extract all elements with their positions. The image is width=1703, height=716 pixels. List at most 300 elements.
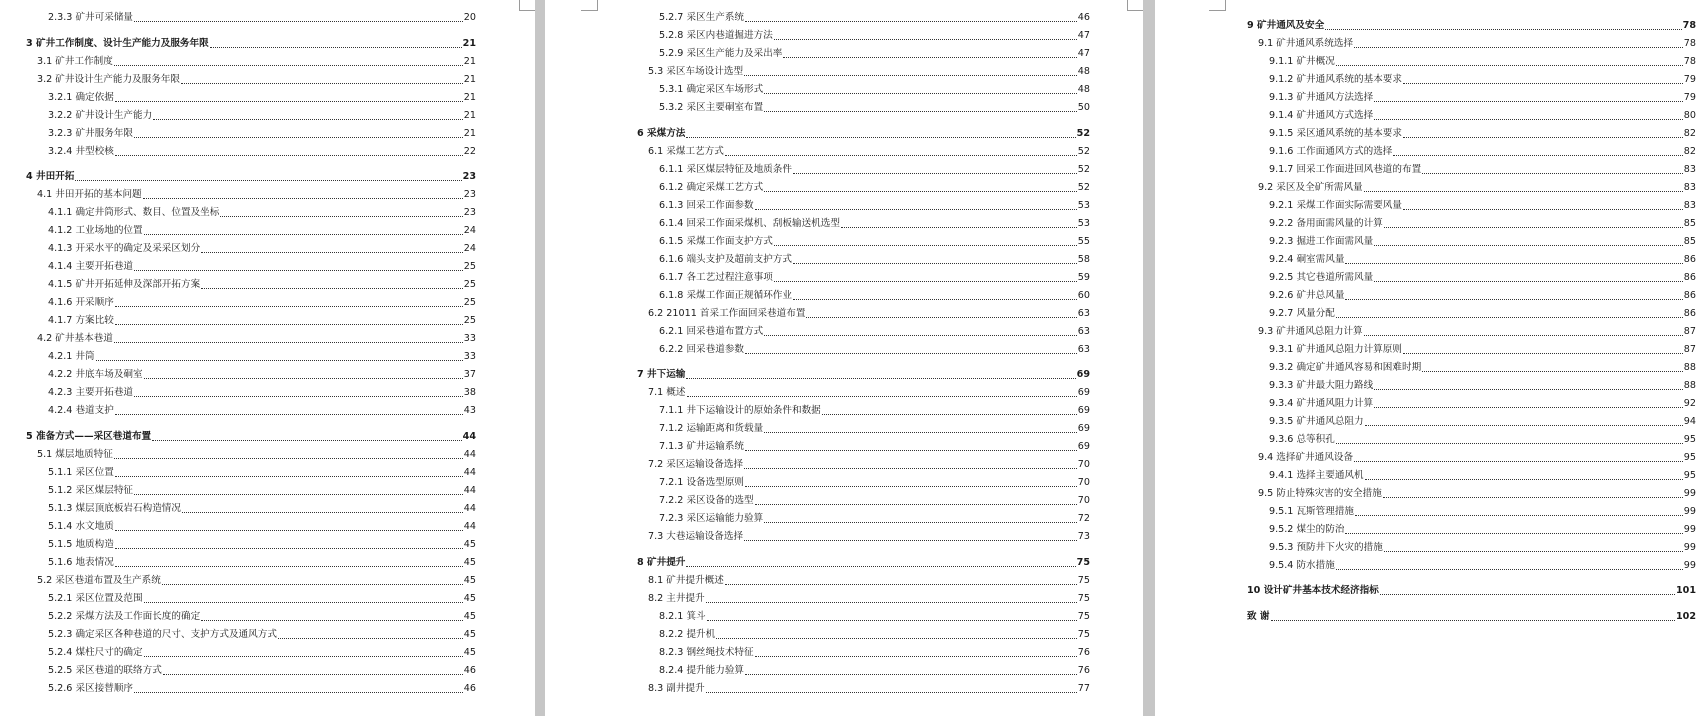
toc-entry[interactable] bbox=[26, 89, 476, 107]
toc-entry[interactable] bbox=[637, 233, 1090, 251]
toc-entry-label: 9.5.1 瓦斯管理措施 bbox=[1269, 505, 1355, 517]
toc-entry[interactable] bbox=[1247, 539, 1696, 557]
toc-entry[interactable] bbox=[26, 330, 476, 348]
toc-entry[interactable] bbox=[26, 608, 476, 626]
toc-entry-page-number: 101 bbox=[1675, 585, 1696, 596]
toc-entry[interactable] bbox=[1247, 269, 1696, 287]
toc-entry-label: 6.1.4 回采工作面采煤机、刮板输送机选型 bbox=[659, 217, 840, 229]
toc-entry-page-number: 99 bbox=[1683, 541, 1696, 553]
toc-leader-dots bbox=[1384, 227, 1683, 228]
toc-entry[interactable] bbox=[637, 420, 1090, 438]
toc-entry-page-number: 77 bbox=[1077, 682, 1090, 694]
toc-leader-dots bbox=[774, 39, 1077, 40]
toc-entry[interactable] bbox=[1247, 305, 1696, 323]
toc-entry-page-number: 72 bbox=[1077, 513, 1090, 524]
toc-leader-dots bbox=[1380, 594, 1675, 595]
toc-leader-dots bbox=[162, 584, 463, 585]
toc-entry[interactable] bbox=[26, 662, 476, 680]
toc-entry[interactable] bbox=[26, 348, 476, 366]
toc-leader-dots bbox=[1403, 83, 1683, 84]
toc-entry-label: 10 设计矿井基本技术经济指标 bbox=[1247, 585, 1379, 596]
toc-leader-dots bbox=[716, 638, 1077, 639]
toc-entry[interactable] bbox=[637, 269, 1090, 287]
toc-entry[interactable] bbox=[1247, 521, 1696, 539]
toc-leader-dots bbox=[1271, 620, 1675, 621]
toc-entry[interactable] bbox=[1247, 485, 1696, 503]
toc-entry-page-number: 75 bbox=[1077, 610, 1090, 622]
toc-leader-dots bbox=[144, 378, 463, 379]
toc-entry-page-number: 59 bbox=[1077, 271, 1090, 283]
toc-entry[interactable] bbox=[26, 680, 476, 698]
toc-entry-page-number: 88 bbox=[1683, 379, 1696, 391]
toc-leader-dots bbox=[115, 566, 463, 567]
toc-entry[interactable] bbox=[26, 446, 476, 464]
toc-entry[interactable] bbox=[1247, 413, 1696, 431]
toc-entry-page-number: 55 bbox=[1077, 235, 1090, 247]
toc-entry[interactable] bbox=[26, 464, 476, 482]
toc-leader-dots bbox=[1383, 497, 1683, 498]
toc-entry-label: 4.1.7 方案比较 bbox=[48, 315, 114, 326]
toc-entry-page-number: 45 bbox=[463, 574, 476, 586]
toc-entry-page-number: 24 bbox=[463, 243, 476, 254]
toc-entry[interactable] bbox=[637, 644, 1090, 662]
toc-page-1 bbox=[0, 0, 535, 716]
toc-entry-page-number: 94 bbox=[1683, 415, 1696, 427]
toc-entry[interactable] bbox=[1247, 341, 1696, 359]
toc-entry[interactable] bbox=[26, 71, 476, 89]
toc-entry[interactable] bbox=[26, 27, 476, 53]
toc-entry-label: 9.5.2 煤尘的防治 bbox=[1269, 523, 1345, 535]
toc-entry[interactable] bbox=[26, 366, 476, 384]
toc-entry-page-number: 21 bbox=[463, 91, 476, 103]
toc-entry-label: 4.2.4 巷道支护 bbox=[48, 405, 114, 416]
toc-entry-page-number: 44 bbox=[463, 448, 476, 460]
toc-entry[interactable] bbox=[1247, 143, 1696, 161]
toc-entry[interactable] bbox=[26, 107, 476, 125]
toc-entry[interactable] bbox=[1247, 233, 1696, 251]
toc-entry[interactable] bbox=[637, 45, 1090, 63]
toc-entry-page-number: 25 bbox=[463, 297, 476, 308]
toc-entry-label: 9.4.1 选择主要通风机 bbox=[1269, 469, 1364, 481]
toc-entry-label: 9.5 防止特殊灾害的安全措施 bbox=[1258, 487, 1382, 499]
toc-leader-dots bbox=[806, 317, 1076, 318]
toc-leader-dots bbox=[755, 504, 1077, 505]
toc-entry[interactable] bbox=[1247, 575, 1696, 601]
toc-entry-page-number: 48 bbox=[1077, 84, 1090, 95]
toc-entry-label: 4.1.1 确定井筒形式、数目、位置及坐标 bbox=[48, 207, 220, 218]
toc-entry[interactable] bbox=[637, 402, 1090, 420]
toc-entry[interactable] bbox=[1247, 89, 1696, 107]
toc-leader-dots bbox=[1365, 425, 1683, 426]
toc-entry-page-number: 78 bbox=[1683, 55, 1696, 67]
toc-entry-label: 4.1.5 矿井开拓延伸及深部开拓方案 bbox=[48, 279, 201, 290]
toc-entry[interactable] bbox=[26, 161, 476, 187]
toc-leader-dots bbox=[114, 458, 463, 459]
toc-entry-page-number: 33 bbox=[463, 333, 476, 344]
toc-entry[interactable] bbox=[1247, 287, 1696, 305]
toc-entry[interactable] bbox=[26, 186, 476, 204]
toc-leader-dots bbox=[181, 83, 463, 84]
toc-entry-label: 9.2.7 风量分配 bbox=[1269, 307, 1335, 319]
toc-leader-dots bbox=[115, 101, 463, 102]
toc-entry[interactable] bbox=[1247, 557, 1696, 575]
toc-list bbox=[1247, 9, 1696, 626]
toc-leader-dots bbox=[1336, 65, 1683, 66]
toc-leader-dots bbox=[793, 173, 1077, 174]
toc-leader-dots bbox=[1364, 191, 1683, 192]
toc-entry-label: 5.1.4 水文地质 bbox=[48, 520, 114, 532]
toc-leader-dots bbox=[745, 674, 1077, 675]
toc-entry-page-number: 47 bbox=[1077, 30, 1090, 41]
toc-leader-dots bbox=[841, 227, 1077, 228]
toc-leader-dots bbox=[783, 57, 1076, 58]
toc-entry[interactable] bbox=[26, 312, 476, 330]
toc-entry[interactable] bbox=[637, 117, 1090, 143]
toc-entry[interactable] bbox=[637, 662, 1090, 680]
toc-entry[interactable] bbox=[637, 9, 1090, 27]
toc-entry-page-number: 21 bbox=[463, 55, 476, 67]
toc-entry[interactable] bbox=[1247, 377, 1696, 395]
toc-entry-label: 7.1.1 井下运输设计的原始条件和数据 bbox=[659, 405, 821, 416]
toc-entry-page-number: 70 bbox=[1077, 495, 1090, 506]
toc-entry-label: 6.1.2 确定采煤工艺方式 bbox=[659, 181, 764, 193]
toc-leader-dots bbox=[278, 638, 463, 639]
toc-entry[interactable] bbox=[637, 680, 1090, 698]
toc-entry-page-number: 52 bbox=[1077, 145, 1090, 157]
toc-entry[interactable] bbox=[637, 323, 1090, 341]
toc-entry-label: 5.2.9 采区生产能力及采出率 bbox=[659, 48, 783, 59]
toc-leader-dots bbox=[764, 335, 1077, 336]
toc-entry[interactable] bbox=[637, 287, 1090, 305]
toc-leader-dots bbox=[1365, 479, 1683, 480]
toc-entry-page-number: 23 bbox=[463, 207, 476, 218]
toc-entry-page-number: 44 bbox=[463, 520, 476, 532]
toc-entry-page-number: 86 bbox=[1683, 253, 1696, 265]
toc-entry-label: 5.2.1 采区位置及范围 bbox=[48, 592, 143, 604]
toc-entry-label: 6.1.3 回采工作面参数 bbox=[659, 199, 754, 211]
toc-entry[interactable] bbox=[637, 590, 1090, 608]
toc-entry[interactable] bbox=[1247, 197, 1696, 215]
toc-leader-dots bbox=[744, 75, 1077, 76]
toc-leader-dots bbox=[793, 299, 1077, 300]
toc-entry[interactable] bbox=[637, 626, 1090, 644]
toc-entry-page-number: 21 bbox=[463, 127, 476, 139]
toc-entry-page-number: 22 bbox=[463, 145, 476, 157]
toc-entry[interactable] bbox=[637, 27, 1090, 45]
toc-entry-label: 9.3.5 矿井通风总阻力 bbox=[1269, 415, 1364, 427]
toc-entry-label: 9.3.6 总等积孔 bbox=[1269, 433, 1335, 445]
toc-entry-label: 9.1.2 矿井通风系统的基本要求 bbox=[1269, 73, 1402, 85]
toc-entry[interactable] bbox=[1247, 179, 1696, 197]
toc-leader-dots bbox=[1374, 407, 1683, 408]
toc-entry-label: 8.1 矿井提升概述 bbox=[648, 574, 724, 586]
toc-leader-dots bbox=[220, 216, 462, 217]
toc-entry[interactable] bbox=[637, 99, 1090, 117]
toc-entry[interactable] bbox=[1247, 467, 1696, 485]
toc-entry-page-number: 21 bbox=[462, 37, 476, 49]
toc-entry-label: 9.3.4 矿井通风阻力计算 bbox=[1269, 397, 1374, 409]
toc-leader-dots bbox=[115, 476, 463, 477]
toc-entry[interactable] bbox=[1247, 359, 1696, 377]
toc-entry[interactable] bbox=[26, 482, 476, 500]
toc-leader-dots bbox=[725, 584, 1077, 585]
toc-entry-page-number: 83 bbox=[1683, 163, 1696, 175]
toc-entry[interactable] bbox=[26, 572, 476, 590]
toc-entry[interactable] bbox=[1247, 53, 1696, 71]
toc-entry-page-number: 44 bbox=[462, 430, 476, 442]
toc-entry-page-number: 87 bbox=[1683, 325, 1696, 337]
toc-leader-dots bbox=[745, 486, 1077, 487]
toc-leader-dots bbox=[152, 440, 462, 441]
toc-leader-dots bbox=[1403, 209, 1683, 210]
toc-leader-dots bbox=[134, 137, 463, 138]
toc-entry[interactable] bbox=[637, 572, 1090, 590]
toc-leader-dots bbox=[1422, 173, 1683, 174]
toc-entry[interactable] bbox=[26, 420, 476, 446]
toc-leader-dots bbox=[1374, 245, 1683, 246]
toc-entry[interactable] bbox=[637, 215, 1090, 233]
toc-leader-dots bbox=[1325, 29, 1681, 30]
toc-entry-page-number: 52 bbox=[1076, 127, 1090, 139]
toc-leader-dots bbox=[755, 209, 1077, 210]
toc-entry-page-number: 95 bbox=[1683, 433, 1696, 445]
toc-leader-dots bbox=[134, 396, 463, 397]
toc-leader-dots bbox=[1354, 47, 1683, 48]
toc-entry[interactable] bbox=[26, 143, 476, 161]
toc-entry-page-number: 79 bbox=[1683, 91, 1696, 103]
toc-leader-dots bbox=[144, 602, 463, 603]
toc-entry-page-number: 60 bbox=[1077, 289, 1090, 301]
toc-entry-label: 4.2.1 井筒 bbox=[48, 351, 95, 362]
toc-entry-page-number: 33 bbox=[463, 351, 476, 362]
page-corner-mark bbox=[1209, 0, 1226, 11]
toc-entry-page-number: 63 bbox=[1077, 343, 1090, 355]
toc-entry[interactable] bbox=[637, 197, 1090, 215]
toc-leader-dots bbox=[115, 306, 463, 307]
toc-leader-dots bbox=[745, 353, 1077, 354]
toc-entry-label: 3.2.4 井型校核 bbox=[48, 145, 114, 157]
toc-leader-dots bbox=[115, 414, 463, 415]
toc-entry-page-number: 99 bbox=[1683, 505, 1696, 517]
toc-entry-label: 7.2.3 采区运输能力验算 bbox=[659, 513, 764, 524]
toc-leader-dots bbox=[793, 263, 1077, 264]
toc-entry[interactable] bbox=[637, 492, 1090, 510]
toc-leader-dots bbox=[134, 692, 463, 693]
toc-entry-label: 5.2 采区巷道布置及生产系统 bbox=[37, 574, 161, 586]
toc-entry-page-number: 52 bbox=[1077, 163, 1090, 175]
toc-entry[interactable] bbox=[637, 63, 1090, 81]
toc-leader-dots bbox=[687, 396, 1077, 397]
toc-entry[interactable] bbox=[26, 258, 476, 276]
toc-entry-label: 7.2.2 采区设备的选型 bbox=[659, 495, 754, 506]
toc-entry[interactable] bbox=[26, 53, 476, 71]
toc-leader-dots bbox=[115, 155, 463, 156]
toc-page-2 bbox=[545, 0, 1143, 716]
toc-leader-dots bbox=[1345, 299, 1682, 300]
toc-entry-label: 5.1.1 采区位置 bbox=[48, 466, 114, 478]
toc-leader-dots bbox=[744, 540, 1077, 541]
toc-leader-dots bbox=[144, 234, 463, 235]
toc-leader-dots bbox=[707, 620, 1077, 621]
toc-entry[interactable] bbox=[26, 500, 476, 518]
toc-entry-page-number: 50 bbox=[1077, 102, 1090, 113]
toc-leader-dots bbox=[201, 252, 463, 253]
toc-entry[interactable] bbox=[26, 276, 476, 294]
toc-entry-page-number: 46 bbox=[463, 664, 476, 676]
toc-entry[interactable] bbox=[1247, 449, 1696, 467]
toc-entry-page-number: 21 bbox=[463, 73, 476, 85]
toc-entry[interactable] bbox=[637, 143, 1090, 161]
toc-entry[interactable] bbox=[1247, 107, 1696, 125]
toc-entry-page-number: 92 bbox=[1683, 397, 1696, 409]
toc-entry-page-number: 99 bbox=[1683, 559, 1696, 571]
toc-entry[interactable] bbox=[26, 590, 476, 608]
toc-entry-label: 3.2.2 矿井设计生产能力 bbox=[48, 109, 153, 121]
toc-entry[interactable] bbox=[26, 402, 476, 420]
toc-entry[interactable] bbox=[1247, 161, 1696, 179]
toc-entry-label: 9.2.6 矿井总风量 bbox=[1269, 289, 1345, 301]
toc-entry-page-number: 70 bbox=[1077, 459, 1090, 470]
toc-entry[interactable] bbox=[1247, 323, 1696, 341]
toc-leader-dots bbox=[686, 378, 1075, 379]
toc-leader-dots bbox=[114, 342, 463, 343]
toc-entry-label: 7 井下运输 bbox=[637, 369, 686, 380]
toc-entry-page-number: 76 bbox=[1077, 664, 1090, 676]
toc-entry[interactable] bbox=[1247, 71, 1696, 89]
toc-entry-page-number: 79 bbox=[1683, 73, 1696, 85]
toc-entry-page-number: 46 bbox=[1077, 12, 1090, 23]
toc-entry-page-number: 25 bbox=[463, 261, 476, 272]
toc-entry-label: 7.1.3 矿井运输系统 bbox=[659, 441, 745, 452]
toc-leader-dots bbox=[134, 494, 463, 495]
toc-entry[interactable] bbox=[637, 161, 1090, 179]
toc-entry[interactable] bbox=[637, 608, 1090, 626]
toc-entry[interactable] bbox=[1247, 503, 1696, 521]
toc-entry-page-number: 78 bbox=[1682, 19, 1696, 31]
toc-leader-dots bbox=[1403, 353, 1683, 354]
toc-entry[interactable] bbox=[1247, 215, 1696, 233]
toc-entry-page-number: 78 bbox=[1683, 37, 1696, 49]
toc-entry[interactable] bbox=[26, 9, 476, 27]
toc-leader-dots bbox=[134, 270, 463, 271]
toc-leader-dots bbox=[1355, 515, 1683, 516]
toc-entry-label: 4.1.3 开采水平的确定及采采区划分 bbox=[48, 243, 201, 254]
toc-entry[interactable] bbox=[26, 204, 476, 222]
toc-entry[interactable] bbox=[637, 438, 1090, 456]
toc-entry-label: 5.2.3 确定采区各种巷道的尺寸、支护方式及通风方式 bbox=[48, 628, 277, 640]
toc-entry[interactable] bbox=[26, 626, 476, 644]
toc-entry-page-number: 21 bbox=[463, 109, 476, 121]
toc-entry-page-number: 87 bbox=[1683, 343, 1696, 355]
toc-entry-page-number: 47 bbox=[1077, 48, 1090, 59]
toc-entry[interactable] bbox=[637, 528, 1090, 546]
toc-entry-label: 9.1.1 矿井概况 bbox=[1269, 55, 1335, 67]
toc-entry-label: 3.2 矿井设计生产能力及服务年限 bbox=[37, 73, 181, 85]
toc-entry-label: 9.2.1 采煤工作面实际需要风量 bbox=[1269, 199, 1402, 211]
toc-entry[interactable] bbox=[637, 456, 1090, 474]
toc-entry[interactable] bbox=[26, 222, 476, 240]
toc-leader-dots bbox=[774, 245, 1077, 246]
toc-entry[interactable] bbox=[637, 359, 1090, 385]
toc-entry-page-number: 80 bbox=[1683, 109, 1696, 121]
toc-entry[interactable] bbox=[1247, 9, 1696, 35]
toc-entry-label: 4.1.2 工业场地的位置 bbox=[48, 225, 143, 236]
toc-entry[interactable] bbox=[637, 81, 1090, 99]
toc-leader-dots bbox=[764, 93, 1077, 94]
toc-entry-label: 9.2.3 掘进工作面需风量 bbox=[1269, 235, 1374, 247]
toc-entry[interactable] bbox=[637, 341, 1090, 359]
toc-entry-label: 5.3.2 采区主要硐室布置 bbox=[659, 102, 764, 113]
toc-entry-label: 6 采煤方法 bbox=[637, 127, 686, 139]
toc-leader-dots bbox=[134, 21, 463, 22]
toc-entry[interactable] bbox=[637, 546, 1090, 572]
toc-entry-label: 9.3.3 矿井最大阻力路线 bbox=[1269, 379, 1374, 391]
toc-entry-page-number: 25 bbox=[463, 279, 476, 290]
toc-entry[interactable] bbox=[26, 644, 476, 662]
toc-leader-dots bbox=[153, 119, 463, 120]
toc-entry[interactable] bbox=[1247, 251, 1696, 269]
toc-entry[interactable] bbox=[637, 251, 1090, 269]
toc-entry[interactable] bbox=[1247, 600, 1696, 626]
toc-entry-label: 9.1.6 工作面通风方式的选择 bbox=[1269, 145, 1393, 157]
toc-entry[interactable] bbox=[637, 474, 1090, 492]
toc-entry-page-number: 95 bbox=[1683, 469, 1696, 481]
toc-entry[interactable] bbox=[26, 554, 476, 572]
toc-entry-label: 致 谢 bbox=[1247, 610, 1270, 622]
toc-entry[interactable] bbox=[1247, 35, 1696, 53]
toc-entry-page-number: 45 bbox=[463, 646, 476, 658]
toc-entry[interactable] bbox=[637, 179, 1090, 197]
toc-entry[interactable] bbox=[637, 384, 1090, 402]
toc-entry[interactable] bbox=[26, 240, 476, 258]
toc-entry-label: 8.2.4 提升能力验算 bbox=[659, 664, 745, 676]
toc-entry-page-number: 53 bbox=[1077, 199, 1090, 211]
toc-entry-page-number: 48 bbox=[1077, 66, 1090, 77]
toc-entry-page-number: 82 bbox=[1683, 127, 1696, 139]
toc-entry[interactable] bbox=[26, 125, 476, 143]
toc-entry-label: 4.1 井田开拓的基本问题 bbox=[37, 189, 142, 200]
toc-leader-dots bbox=[143, 198, 463, 199]
toc-leader-dots bbox=[822, 414, 1077, 415]
toc-entry-page-number: 85 bbox=[1683, 235, 1696, 247]
toc-entry[interactable] bbox=[637, 510, 1090, 528]
toc-entry[interactable] bbox=[26, 536, 476, 554]
toc-entry-page-number: 86 bbox=[1683, 271, 1696, 283]
toc-entry-label: 6.1 采煤工艺方式 bbox=[648, 145, 724, 157]
toc-entry-label: 8.2.3 钢丝绳技术特征 bbox=[659, 646, 754, 658]
toc-entry[interactable] bbox=[1247, 395, 1696, 413]
toc-page-3 bbox=[1155, 0, 1703, 716]
toc-entry[interactable] bbox=[26, 384, 476, 402]
toc-entry[interactable] bbox=[26, 294, 476, 312]
page-corner-mark bbox=[1127, 0, 1143, 11]
toc-entry[interactable] bbox=[1247, 431, 1696, 449]
toc-entry-page-number: 45 bbox=[463, 592, 476, 604]
toc-entry[interactable] bbox=[26, 518, 476, 536]
toc-entry-label: 5.2.7 采区生产系统 bbox=[659, 12, 745, 23]
toc-entry-page-number: 20 bbox=[463, 12, 476, 23]
toc-entry[interactable] bbox=[637, 305, 1090, 323]
toc-leader-dots bbox=[1345, 533, 1682, 534]
toc-entry[interactable] bbox=[1247, 125, 1696, 143]
toc-entry-label: 7.2.1 设备选型原则 bbox=[659, 477, 745, 488]
toc-leader-dots bbox=[1393, 155, 1682, 156]
toc-leader-dots bbox=[686, 566, 1075, 567]
toc-entry-label: 8.3 副井提升 bbox=[648, 682, 705, 694]
toc-entry-page-number: 75 bbox=[1077, 574, 1090, 586]
toc-entry-label: 6.1.7 各工艺过程注意事项 bbox=[659, 271, 773, 283]
page-corner-mark bbox=[519, 0, 535, 11]
